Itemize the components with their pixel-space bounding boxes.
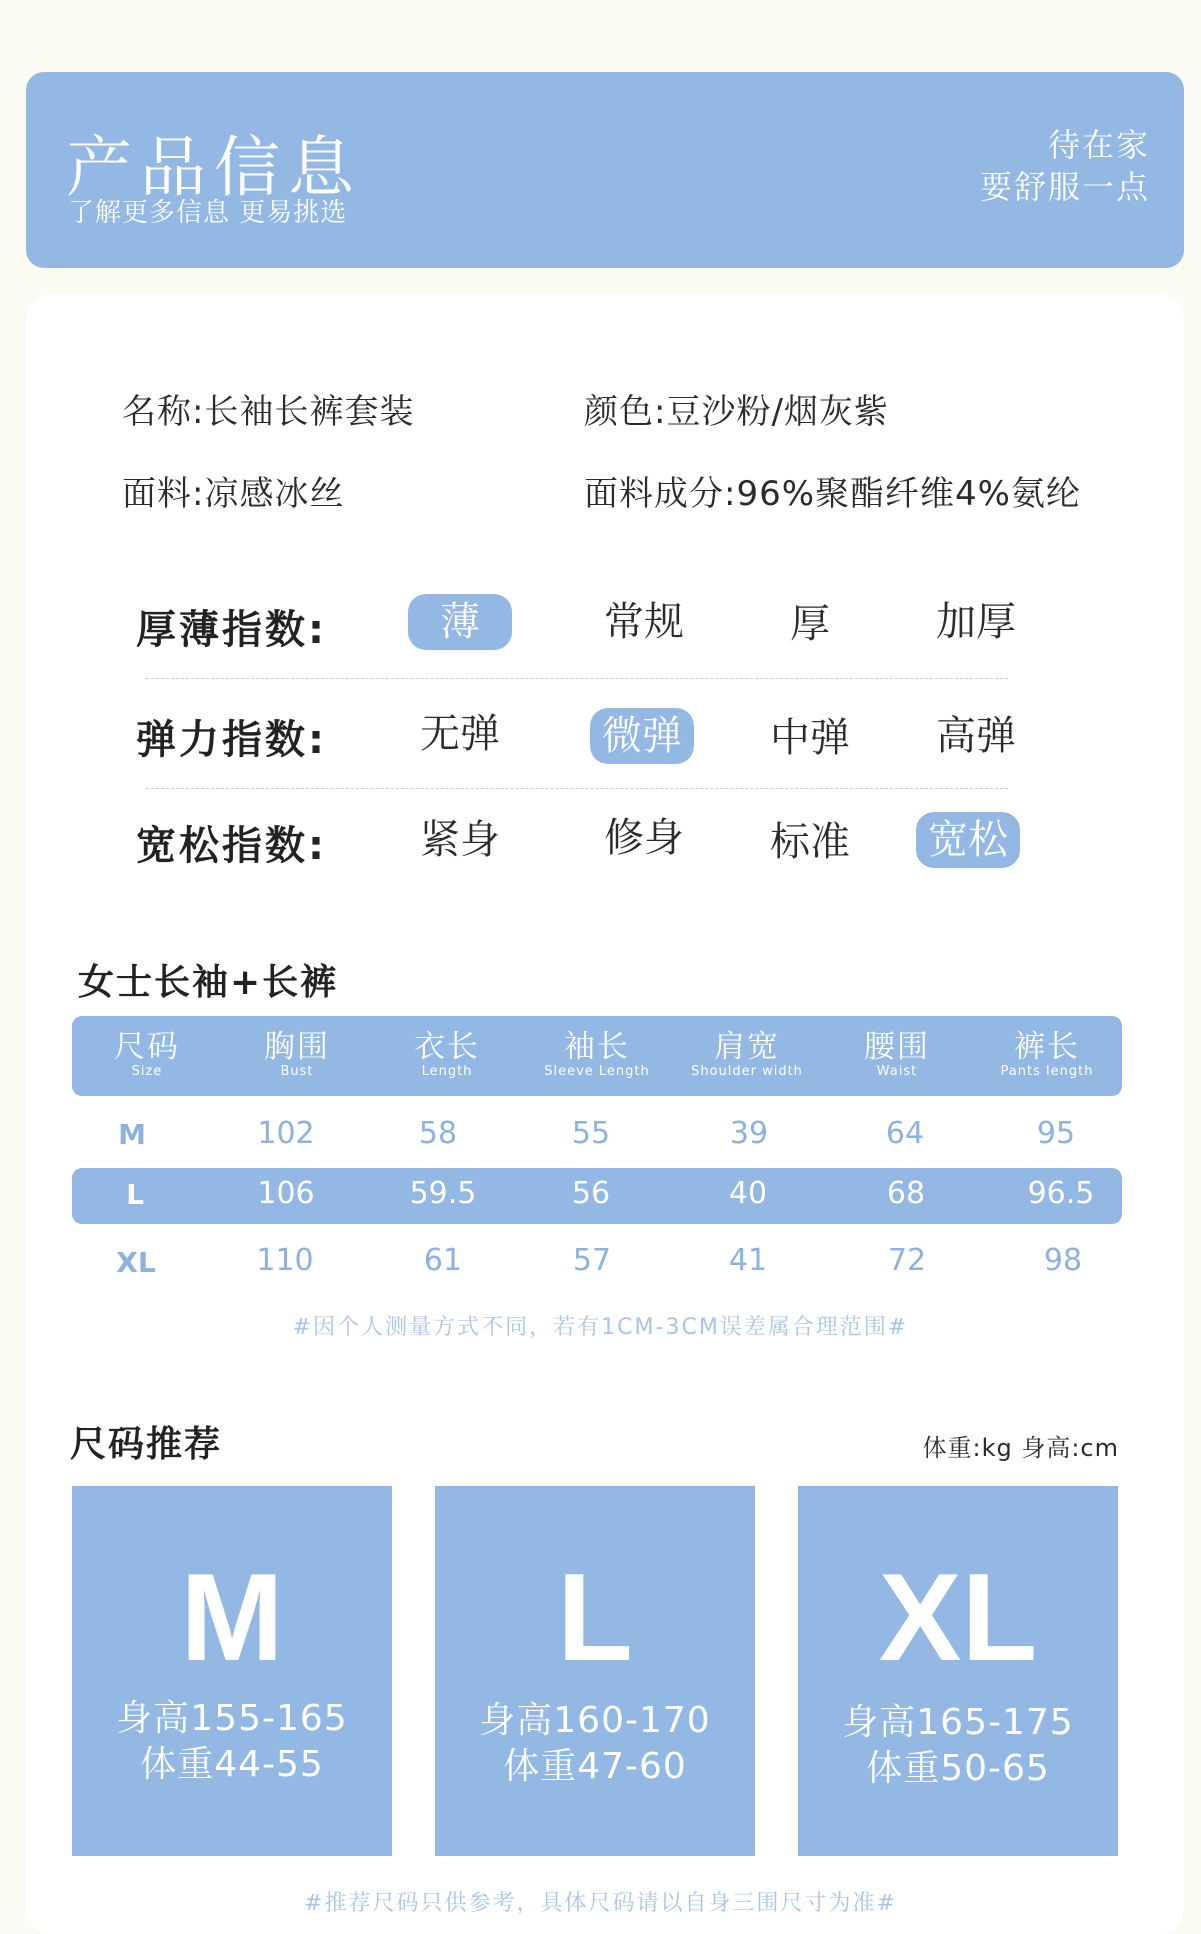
height-range: 身高155-165 [116, 1698, 348, 1739]
header-sleeve-length: 袖长 Sleeve Length [544, 1029, 650, 1079]
slogan [980, 124, 1150, 208]
product-fabric: 面料:凉感冰丝 [122, 474, 345, 514]
recommend-note: #推荐尺码只供参考，具体尺码请以自身三围尺寸为准# [304, 1891, 897, 1916]
product-name: 名称:长袖长裤套装 [122, 392, 415, 432]
slogan-line-1: 待在家 [1047, 126, 1150, 164]
table-cell: 110 [256, 1243, 314, 1278]
weight-range: 体重44-55 [140, 1744, 324, 1785]
table-cell: 39 [729, 1116, 769, 1151]
header-size: 尺码 Size [114, 1029, 180, 1079]
table-cell: M [118, 1118, 146, 1151]
header-bust: 胸围 Bust [264, 1029, 330, 1079]
table-cell: 40 [728, 1176, 768, 1211]
elasticity-option-high: 高弹 [936, 713, 1016, 759]
header-shoulder-width: 肩宽 Shoulder width [691, 1029, 803, 1079]
table-cell: XL [116, 1246, 156, 1279]
measurement-note: #因个人测量方式不同，若有1CM-3CM误差属合理范围# [292, 1315, 909, 1340]
recommend-title: 尺码推荐 [70, 1424, 223, 1465]
size-letter: XL [878, 1549, 1038, 1687]
fit-index-label: 宽松指数: [136, 823, 327, 869]
table-cell: 55 [571, 1116, 611, 1151]
divider [146, 678, 1008, 679]
size-card-xl [798, 1486, 1118, 1856]
height-range: 身高165-175 [842, 1702, 1074, 1743]
table-cell: 59.5 [409, 1176, 477, 1211]
table-cell: 72 [887, 1243, 927, 1278]
fit-option-slim: 修身 [604, 815, 684, 861]
table-cell: 61 [423, 1243, 463, 1278]
fit-option-loose: 宽松 [916, 812, 1020, 868]
thickness-option-thick: 厚 [790, 601, 830, 647]
size-table-title: 女士长袖+长裤 [78, 962, 339, 1003]
elasticity-option-slight: 微弹 [590, 708, 694, 764]
table-cell: 64 [885, 1116, 925, 1151]
thickness-option-extra-thick: 加厚 [936, 599, 1016, 645]
fit-option-tight: 紧身 [420, 817, 500, 863]
header-waist: 腰围 Waist [864, 1029, 930, 1079]
size-table-header [72, 1016, 1122, 1096]
table-cell: 95 [1036, 1116, 1076, 1151]
table-cell: 96.5 [1027, 1176, 1095, 1211]
size-card-l [435, 1486, 755, 1856]
fit-option-standard: 标准 [770, 819, 850, 865]
table-cell: 102 [257, 1116, 315, 1151]
product-color: 颜色:豆沙粉/烟灰紫 [584, 392, 889, 432]
table-cell: 57 [572, 1243, 612, 1278]
table-cell: 41 [728, 1243, 768, 1278]
table-cell: 98 [1043, 1243, 1083, 1278]
size-letter: M [180, 1549, 284, 1687]
header-pants-length: 裤长 Pants length [1000, 1029, 1094, 1079]
thickness-option-regular: 常规 [604, 599, 684, 645]
header-banner [26, 72, 1184, 268]
elasticity-index-label: 弹力指数: [136, 717, 327, 763]
height-range: 身高160-170 [479, 1700, 711, 1741]
table-cell: 56 [571, 1176, 611, 1211]
table-cell: 106 [257, 1176, 315, 1211]
page-subtitle: 了解更多信息 更易挑选 [68, 198, 348, 228]
weight-range: 体重47-60 [503, 1746, 687, 1787]
elasticity-option-none: 无弹 [420, 711, 500, 757]
size-card-m [72, 1486, 392, 1856]
page-title: 产品信息 [66, 129, 362, 206]
slogan-line-2: 要舒服一点 [979, 168, 1150, 206]
header-length: 衣长 Length [414, 1029, 480, 1079]
thickness-option-thin: 薄 [408, 594, 512, 650]
elasticity-option-medium: 中弹 [770, 715, 850, 761]
table-cell: L [126, 1178, 144, 1211]
divider [146, 788, 1008, 789]
table-cell: 58 [418, 1116, 458, 1151]
weight-range: 体重50-65 [866, 1748, 1050, 1789]
size-letter: L [557, 1549, 633, 1687]
units-label: 体重:kg 身高:cm [922, 1434, 1119, 1462]
thickness-index-label: 厚薄指数: [136, 607, 327, 653]
table-cell: 68 [886, 1176, 926, 1211]
product-composition: 面料成分:96%聚酯纤维4%氨纶 [584, 474, 1081, 514]
